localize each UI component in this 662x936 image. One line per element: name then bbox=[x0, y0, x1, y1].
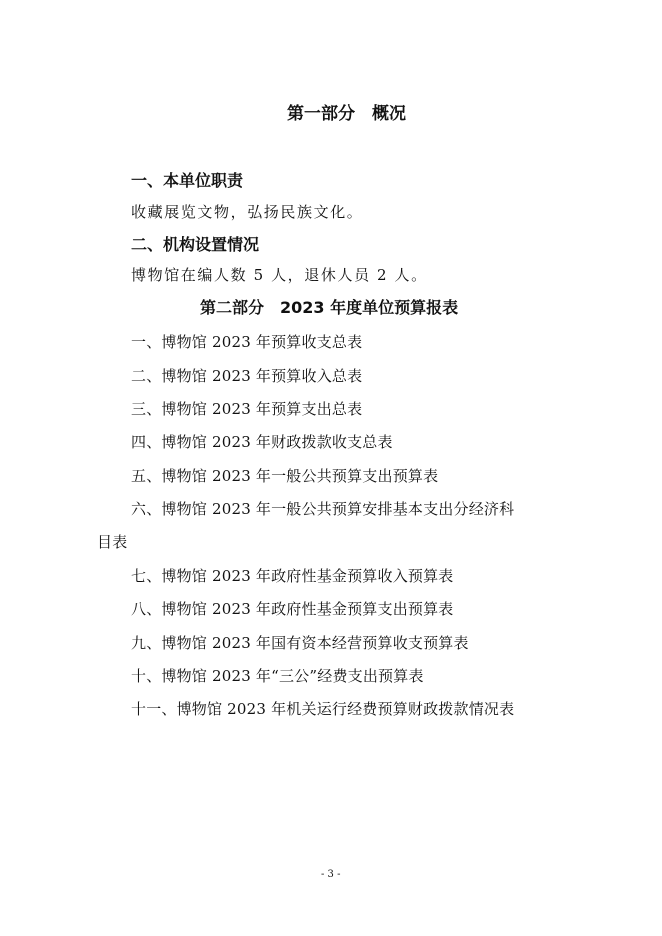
section1-text: 收藏展览文物，弘扬民族文化。 bbox=[131, 203, 364, 221]
section2-text: 博物馆在编人数 5 人，退休人员 2 人。 bbox=[131, 266, 428, 284]
report-item: 十、博物馆 2023 年“三公”经费支出预算表 bbox=[131, 667, 424, 685]
report-item: 一、博物馆 2023 年预算收支总表 bbox=[131, 333, 363, 351]
report-item: 二、博物馆 2023 年预算收入总表 bbox=[131, 367, 363, 385]
page-number: - 3 - bbox=[321, 869, 341, 880]
report-item-continuation: 目表 bbox=[97, 533, 128, 551]
report-item: 五、博物馆 2023 年一般公共预算支出预算表 bbox=[131, 467, 439, 485]
part1-title: 第一部分 概况 bbox=[287, 104, 406, 124]
section2-heading: 二、机构设置情况 bbox=[131, 235, 260, 254]
report-item: 九、博物馆 2023 年国有资本经营预算收支预算表 bbox=[131, 634, 469, 652]
section1-heading: 一、本单位职责 bbox=[131, 171, 244, 190]
report-item: 七、博物馆 2023 年政府性基金预算收入预算表 bbox=[131, 567, 454, 585]
report-item: 三、博物馆 2023 年预算支出总表 bbox=[131, 400, 363, 418]
part2-title: 第二部分 2023 年度单位预算报表 bbox=[200, 298, 459, 317]
report-item: 四、博物馆 2023 年财政拨款收支总表 bbox=[131, 433, 393, 451]
report-item: 六、博物馆 2023 年一般公共预算安排基本支出分经济科 bbox=[131, 500, 515, 518]
report-item: 八、博物馆 2023 年政府性基金预算支出预算表 bbox=[131, 600, 454, 618]
report-item: 十一、博物馆 2023 年机关运行经费预算财政拨款情况表 bbox=[131, 700, 515, 718]
